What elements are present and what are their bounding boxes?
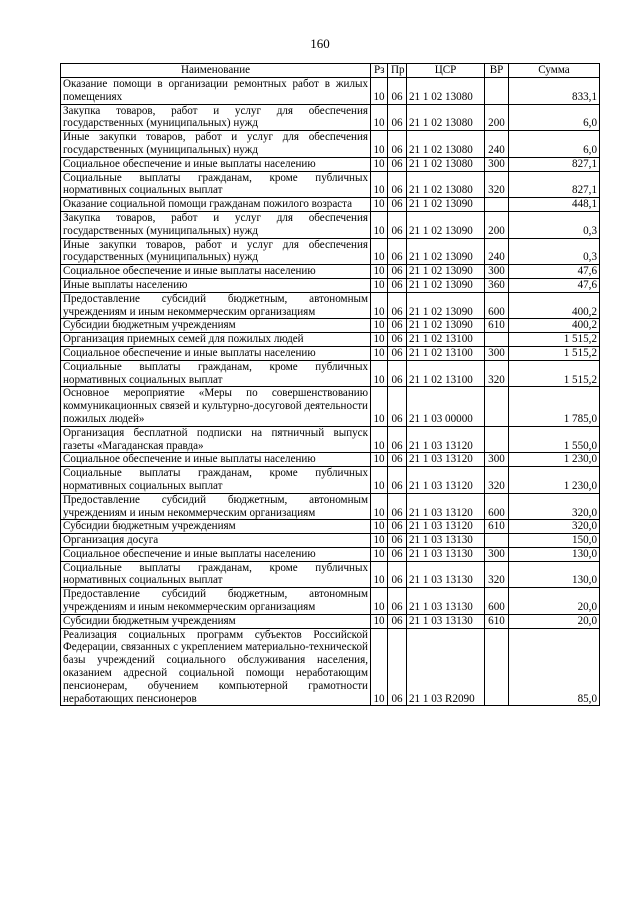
row-csr: 21 1 03 13130 bbox=[407, 534, 485, 548]
row-sum: 0,3 bbox=[509, 211, 600, 238]
row-vr bbox=[485, 387, 509, 426]
row-name: Предоставление субсидий бюджетным, автономным учреждениям и иным некоммерческим организациям bbox=[61, 292, 371, 319]
row-csr: 21 1 03 13120 bbox=[407, 493, 485, 520]
table-row bbox=[61, 131, 600, 158]
row-rz: 10 bbox=[371, 628, 388, 706]
row-vr: 300 bbox=[485, 157, 509, 171]
row-csr: 21 1 02 13080 bbox=[407, 131, 485, 158]
row-pr: 06 bbox=[388, 520, 407, 534]
row-sum: 827,1 bbox=[509, 171, 600, 198]
table-row bbox=[61, 520, 600, 534]
row-vr bbox=[485, 426, 509, 453]
row-name: Социальное обеспечение и иные выплаты населению bbox=[61, 453, 371, 467]
row-pr: 06 bbox=[388, 360, 407, 387]
row-pr: 06 bbox=[388, 333, 407, 347]
table-row bbox=[61, 319, 600, 333]
row-vr: 300 bbox=[485, 453, 509, 467]
row-name: Субсидии бюджетным учреждениям bbox=[61, 520, 371, 534]
row-vr: 600 bbox=[485, 588, 509, 615]
row-rz: 10 bbox=[371, 346, 388, 360]
row-name: Организация бесплатной подписки на пятничный выпуск газеты «Магаданская правда» bbox=[61, 426, 371, 453]
header-name: Наименование bbox=[61, 64, 371, 78]
row-name: Социальное обеспечение и иные выплаты населению bbox=[61, 346, 371, 360]
table-row bbox=[61, 265, 600, 279]
table-row bbox=[61, 426, 600, 453]
row-pr: 06 bbox=[388, 238, 407, 265]
row-sum: 448,1 bbox=[509, 198, 600, 212]
row-pr: 06 bbox=[388, 265, 407, 279]
row-vr: 600 bbox=[485, 493, 509, 520]
row-pr: 06 bbox=[388, 453, 407, 467]
row-sum: 400,2 bbox=[509, 319, 600, 333]
table-row bbox=[61, 278, 600, 292]
row-pr: 06 bbox=[388, 211, 407, 238]
budget-table bbox=[60, 63, 600, 706]
table-row bbox=[61, 360, 600, 387]
row-name: Социальные выплаты гражданам, кроме публичных нормативных социальных выплат bbox=[61, 561, 371, 588]
row-name: Организация приемных семей для пожилых людей bbox=[61, 333, 371, 347]
table-row bbox=[61, 104, 600, 131]
row-sum: 320,0 bbox=[509, 520, 600, 534]
row-rz: 10 bbox=[371, 561, 388, 588]
row-sum: 47,6 bbox=[509, 265, 600, 279]
row-csr: 21 1 03 13120 bbox=[407, 467, 485, 494]
row-csr: 21 1 03 R2090 bbox=[407, 628, 485, 706]
row-vr: 240 bbox=[485, 131, 509, 158]
row-name: Реализация социальных программ субъектов Российской Федерации, связанных с укреплением материально-технической базы учреждений социального обслуживания населения, оказанием адресной социальной помощи неработающим пенсионерам, обучением компьютерной грамотности неработающих пенсионеров bbox=[61, 628, 371, 706]
table-row bbox=[61, 157, 600, 171]
row-pr: 06 bbox=[388, 628, 407, 706]
row-csr: 21 1 02 13100 bbox=[407, 333, 485, 347]
row-pr: 06 bbox=[388, 78, 407, 105]
row-csr: 21 1 02 13080 bbox=[407, 104, 485, 131]
row-pr: 06 bbox=[388, 104, 407, 131]
row-rz: 10 bbox=[371, 131, 388, 158]
table-row bbox=[61, 78, 600, 105]
row-vr: 200 bbox=[485, 104, 509, 131]
row-sum: 85,0 bbox=[509, 628, 600, 706]
row-pr: 06 bbox=[388, 467, 407, 494]
row-name: Социальное обеспечение и иные выплаты населению bbox=[61, 547, 371, 561]
row-pr: 06 bbox=[388, 387, 407, 426]
row-csr: 21 1 02 13080 bbox=[407, 78, 485, 105]
row-vr: 300 bbox=[485, 547, 509, 561]
header-sum: Сумма bbox=[509, 64, 600, 78]
row-sum: 150,0 bbox=[509, 534, 600, 548]
row-sum: 20,0 bbox=[509, 588, 600, 615]
row-rz: 10 bbox=[371, 493, 388, 520]
row-pr: 06 bbox=[388, 198, 407, 212]
row-pr: 06 bbox=[388, 131, 407, 158]
row-sum: 1 515,2 bbox=[509, 333, 600, 347]
row-rz: 10 bbox=[371, 333, 388, 347]
row-rz: 10 bbox=[371, 104, 388, 131]
row-csr: 21 1 02 13090 bbox=[407, 198, 485, 212]
row-name: Иные закупки товаров, работ и услуг для обеспечения государственных (муниципальных) нужд bbox=[61, 131, 371, 158]
row-vr: 320 bbox=[485, 360, 509, 387]
row-sum: 1 515,2 bbox=[509, 360, 600, 387]
row-rz: 10 bbox=[371, 453, 388, 467]
row-rz: 10 bbox=[371, 278, 388, 292]
row-sum: 1 515,2 bbox=[509, 346, 600, 360]
row-name: Оказание социальной помощи гражданам пожилого возраста bbox=[61, 198, 371, 212]
row-vr bbox=[485, 628, 509, 706]
row-sum: 1 550,0 bbox=[509, 426, 600, 453]
table-row bbox=[61, 333, 600, 347]
row-csr: 21 1 03 00000 bbox=[407, 387, 485, 426]
table-row bbox=[61, 614, 600, 628]
row-rz: 10 bbox=[371, 157, 388, 171]
row-rz: 10 bbox=[371, 238, 388, 265]
table-row bbox=[61, 292, 600, 319]
row-sum: 400,2 bbox=[509, 292, 600, 319]
row-sum: 6,0 bbox=[509, 131, 600, 158]
row-sum: 6,0 bbox=[509, 104, 600, 131]
row-name: Субсидии бюджетным учреждениям bbox=[61, 614, 371, 628]
row-vr: 320 bbox=[485, 467, 509, 494]
table-row bbox=[61, 534, 600, 548]
row-pr: 06 bbox=[388, 426, 407, 453]
row-csr: 21 1 02 13100 bbox=[407, 360, 485, 387]
row-pr: 06 bbox=[388, 346, 407, 360]
page-number: 160 bbox=[310, 36, 330, 51]
row-rz: 10 bbox=[371, 387, 388, 426]
row-pr: 06 bbox=[388, 292, 407, 319]
row-name: Субсидии бюджетным учреждениям bbox=[61, 319, 371, 333]
row-csr: 21 1 02 13090 bbox=[407, 238, 485, 265]
row-csr: 21 1 02 13090 bbox=[407, 292, 485, 319]
table-row bbox=[61, 493, 600, 520]
row-name: Социальное обеспечение и иные выплаты населению bbox=[61, 265, 371, 279]
row-rz: 10 bbox=[371, 292, 388, 319]
table-row bbox=[61, 198, 600, 212]
row-csr: 21 1 02 13090 bbox=[407, 265, 485, 279]
row-vr: 300 bbox=[485, 346, 509, 360]
row-name: Предоставление субсидий бюджетным, автономным учреждениям и иным некоммерческим организациям bbox=[61, 588, 371, 615]
row-sum: 1 230,0 bbox=[509, 453, 600, 467]
row-vr: 300 bbox=[485, 265, 509, 279]
row-vr: 200 bbox=[485, 211, 509, 238]
row-csr: 21 1 02 13090 bbox=[407, 278, 485, 292]
row-vr bbox=[485, 534, 509, 548]
row-sum: 47,6 bbox=[509, 278, 600, 292]
row-name: Социальные выплаты гражданам, кроме публичных нормативных социальных выплат bbox=[61, 171, 371, 198]
row-rz: 10 bbox=[371, 211, 388, 238]
row-sum: 320,0 bbox=[509, 493, 600, 520]
row-rz: 10 bbox=[371, 614, 388, 628]
table-row bbox=[61, 238, 600, 265]
row-csr: 21 1 02 13080 bbox=[407, 157, 485, 171]
row-rz: 10 bbox=[371, 588, 388, 615]
row-csr: 21 1 02 13080 bbox=[407, 171, 485, 198]
row-rz: 10 bbox=[371, 547, 388, 561]
row-pr: 06 bbox=[388, 588, 407, 615]
row-vr: 360 bbox=[485, 278, 509, 292]
row-vr: 320 bbox=[485, 171, 509, 198]
row-csr: 21 1 03 13130 bbox=[407, 547, 485, 561]
header-pr: Пр bbox=[388, 64, 407, 78]
table-row bbox=[61, 171, 600, 198]
header-csr: ЦСР bbox=[407, 64, 485, 78]
table-row bbox=[61, 453, 600, 467]
row-pr: 06 bbox=[388, 493, 407, 520]
row-pr: 06 bbox=[388, 561, 407, 588]
row-name: Закупка товаров, работ и услуг для обеспечения государственных (муниципальных) нужд bbox=[61, 211, 371, 238]
table-row bbox=[61, 387, 600, 426]
row-sum: 1 230,0 bbox=[509, 467, 600, 494]
row-rz: 10 bbox=[371, 198, 388, 212]
row-rz: 10 bbox=[371, 426, 388, 453]
row-csr: 21 1 02 13100 bbox=[407, 346, 485, 360]
row-rz: 10 bbox=[371, 360, 388, 387]
row-pr: 06 bbox=[388, 157, 407, 171]
row-vr: 240 bbox=[485, 238, 509, 265]
row-pr: 06 bbox=[388, 278, 407, 292]
row-sum: 1 785,0 bbox=[509, 387, 600, 426]
table-row bbox=[61, 211, 600, 238]
row-name: Оказание помощи в организации ремонтных работ в жилых помещениях bbox=[61, 78, 371, 105]
row-sum: 0,3 bbox=[509, 238, 600, 265]
row-vr: 320 bbox=[485, 561, 509, 588]
row-pr: 06 bbox=[388, 614, 407, 628]
row-pr: 06 bbox=[388, 534, 407, 548]
row-name: Предоставление субсидий бюджетным, автономным учреждениям и иным некоммерческим организациям bbox=[61, 493, 371, 520]
table-row bbox=[61, 346, 600, 360]
table-row bbox=[61, 561, 600, 588]
row-name: Иные выплаты населению bbox=[61, 278, 371, 292]
row-csr: 21 1 02 13090 bbox=[407, 319, 485, 333]
row-name: Социальные выплаты гражданам, кроме публичных нормативных социальных выплат bbox=[61, 467, 371, 494]
row-csr: 21 1 03 13120 bbox=[407, 453, 485, 467]
table-row bbox=[61, 547, 600, 561]
row-vr bbox=[485, 333, 509, 347]
row-name: Закупка товаров, работ и услуг для обеспечения государственных (муниципальных) нужд bbox=[61, 104, 371, 131]
row-csr: 21 1 03 13120 bbox=[407, 520, 485, 534]
row-name: Социальные выплаты гражданам, кроме публичных нормативных социальных выплат bbox=[61, 360, 371, 387]
row-pr: 06 bbox=[388, 319, 407, 333]
table-row bbox=[61, 588, 600, 615]
row-vr: 610 bbox=[485, 319, 509, 333]
row-name: Организация досуга bbox=[61, 534, 371, 548]
row-name: Социальное обеспечение и иные выплаты населению bbox=[61, 157, 371, 171]
row-sum: 20,0 bbox=[509, 614, 600, 628]
row-rz: 10 bbox=[371, 319, 388, 333]
row-rz: 10 bbox=[371, 467, 388, 494]
row-rz: 10 bbox=[371, 534, 388, 548]
table-header-row bbox=[61, 64, 600, 78]
table-row bbox=[61, 628, 600, 706]
row-rz: 10 bbox=[371, 520, 388, 534]
header-rz: Рз bbox=[371, 64, 388, 78]
header-vr: ВР bbox=[485, 64, 509, 78]
row-vr bbox=[485, 78, 509, 105]
row-csr: 21 1 03 13120 bbox=[407, 426, 485, 453]
row-name: Иные закупки товаров, работ и услуг для обеспечения государственных (муниципальных) нужд bbox=[61, 238, 371, 265]
row-sum: 833,1 bbox=[509, 78, 600, 105]
row-vr bbox=[485, 198, 509, 212]
row-csr: 21 1 03 13130 bbox=[407, 561, 485, 588]
row-sum: 130,0 bbox=[509, 547, 600, 561]
row-rz: 10 bbox=[371, 265, 388, 279]
row-vr: 600 bbox=[485, 292, 509, 319]
row-name: Основное мероприятие «Меры по совершенствованию коммуникационных связей и культурно-досуговой деятельности пожилых людей» bbox=[61, 387, 371, 426]
row-pr: 06 bbox=[388, 171, 407, 198]
row-csr: 21 1 03 13130 bbox=[407, 614, 485, 628]
row-pr: 06 bbox=[388, 547, 407, 561]
row-sum: 130,0 bbox=[509, 561, 600, 588]
row-rz: 10 bbox=[371, 78, 388, 105]
row-csr: 21 1 02 13090 bbox=[407, 211, 485, 238]
table-row bbox=[61, 467, 600, 494]
row-vr: 610 bbox=[485, 520, 509, 534]
row-vr: 610 bbox=[485, 614, 509, 628]
row-rz: 10 bbox=[371, 171, 388, 198]
row-csr: 21 1 03 13130 bbox=[407, 588, 485, 615]
row-sum: 827,1 bbox=[509, 157, 600, 171]
